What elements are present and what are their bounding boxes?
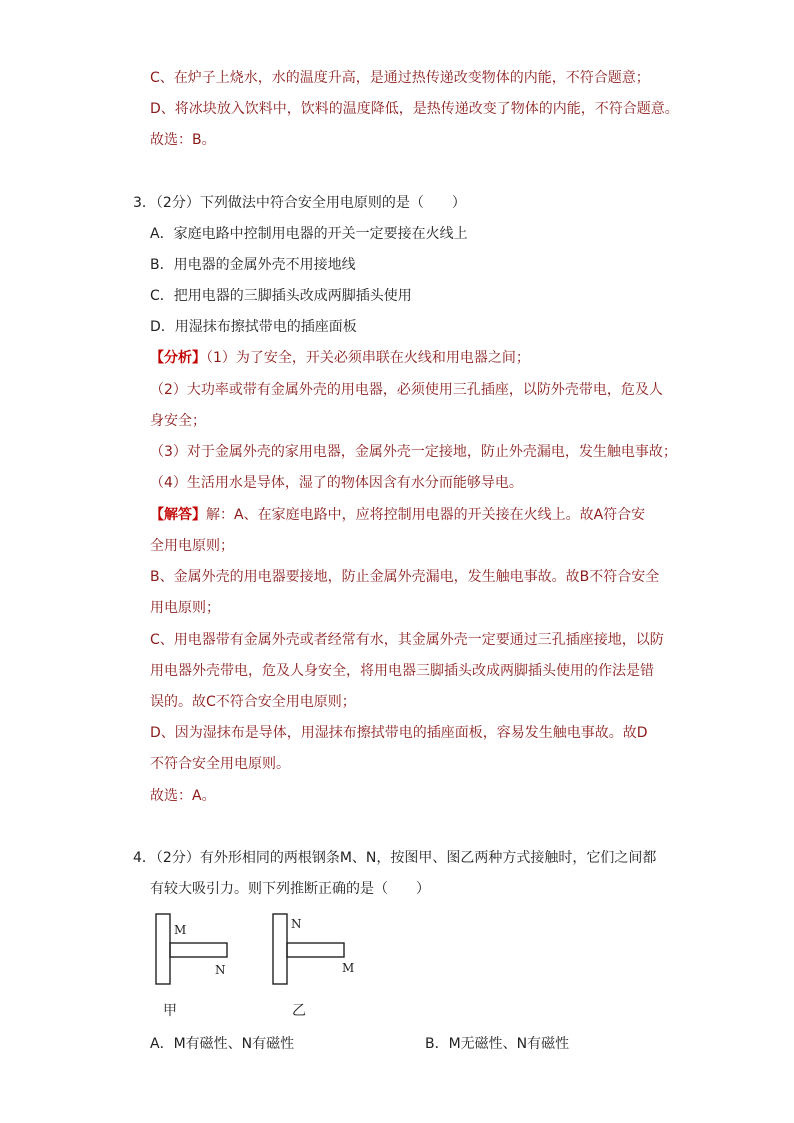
q3-option-b: B．用电器的金属外壳不用接地线 bbox=[150, 257, 356, 273]
q3-answer-line-10: 故选：A。 bbox=[150, 788, 216, 804]
q3-answer-line-4: 用电原则； bbox=[150, 600, 220, 616]
jia-vertical-bar bbox=[156, 914, 170, 984]
q3-analysis-line-2: （2）大功率或带有金属外壳的用电器，必须使用三孔插座，以防外壳带电，危及人 bbox=[150, 382, 663, 398]
q3-option-c: C．把用电器的三脚插头改成两脚插头使用 bbox=[150, 288, 412, 304]
yi-horizontal-label: M bbox=[342, 961, 355, 975]
analysis-tag: 【分析】 bbox=[150, 350, 206, 366]
jia-vertical-label: M bbox=[174, 923, 187, 937]
yi-horizontal-bar bbox=[287, 943, 344, 957]
yi-vertical-label: N bbox=[291, 917, 302, 931]
jia-horizontal-bar bbox=[170, 943, 227, 957]
q3-analysis-line-5: （4）生活用水是导体，湿了的物体因含有水分而能够导电。 bbox=[150, 475, 523, 491]
q3-analysis-line-3: 身安全； bbox=[150, 413, 206, 429]
q3-answer-line-5: C、用电器带有金属外壳或者经常有水，其金属外壳一定要通过三孔插座接地，以防 bbox=[150, 632, 664, 648]
figure-caption-yi: 乙 bbox=[292, 1003, 306, 1019]
q3-stem: 3．（2分）下列做法中符合安全用电原则的是（ ） bbox=[133, 195, 466, 211]
q3-answer-line-7: 误的。故C不符合安全用电原则； bbox=[150, 694, 356, 710]
q3-answer-line-9: 不符合安全用电原则。 bbox=[150, 756, 290, 772]
q3-answer-line-8: D、因为湿抹布是导体，用湿抹布擦拭带电的插座面板，容易发生触电事故。故D bbox=[150, 725, 648, 741]
q3-answer-line-3: B、金属外壳的用电器要接地，防止金属外壳漏电，发生触电事故。故B不符合安全 bbox=[150, 569, 660, 585]
q4-option-b: B．M无磁性、N有磁性 bbox=[425, 1036, 570, 1052]
q4-option-a: A．M有磁性、N有磁性 bbox=[150, 1036, 295, 1052]
q3-option-d: D．用湿抹布擦拭带电的插座面板 bbox=[150, 319, 357, 335]
prev-answer-c: C、在炉子上烧水，水的温度升高，是通过热传递改变物体的内能，不符合题意； bbox=[150, 70, 650, 86]
q3-answer-line-6: 用电器外壳带电，危及人身安全，将用电器三脚插头改成两脚插头使用的作法是错 bbox=[150, 663, 654, 679]
yi-vertical-bar bbox=[273, 914, 287, 984]
q4-stem-line-1: 4．（2分）有外形相同的两根钢条M、N，按图甲、图乙两种方式接触时，它们之间都 bbox=[133, 850, 657, 866]
figure-caption-jia: 甲 bbox=[163, 1003, 177, 1019]
q3-analysis-line-1: 【分析】（1）为了安全，开关必须串联在火线和用电器之间； bbox=[150, 350, 530, 366]
q3-answer-line-2: 全用电原则； bbox=[150, 538, 234, 554]
q4-stem-line-2: 有较大吸引力。则下列推断正确的是（ ） bbox=[150, 881, 430, 897]
q3-option-a: A．家庭电路中控制用电器的开关一定要接在火线上 bbox=[150, 226, 468, 242]
jia-horizontal-label: N bbox=[215, 963, 226, 977]
magnet-figure bbox=[150, 910, 390, 1020]
prev-answer-d: D、将冰块放入饮料中，饮料的温度降低，是热传递改变了物体的内能，不符合题意。 bbox=[150, 101, 679, 117]
q3-analysis-line-4: （3）对于金属外壳的家用电器，金属外壳一定接地，防止外壳漏电，发生触电事故； bbox=[150, 444, 677, 460]
prev-answer-choice: 故选：B。 bbox=[150, 132, 216, 148]
q3-answer-line-1: 【解答】解：A、在家庭电路中，应将控制用电器的开关接在火线上。故A符合安 bbox=[150, 507, 646, 523]
answer-tag: 【解答】 bbox=[150, 507, 206, 523]
